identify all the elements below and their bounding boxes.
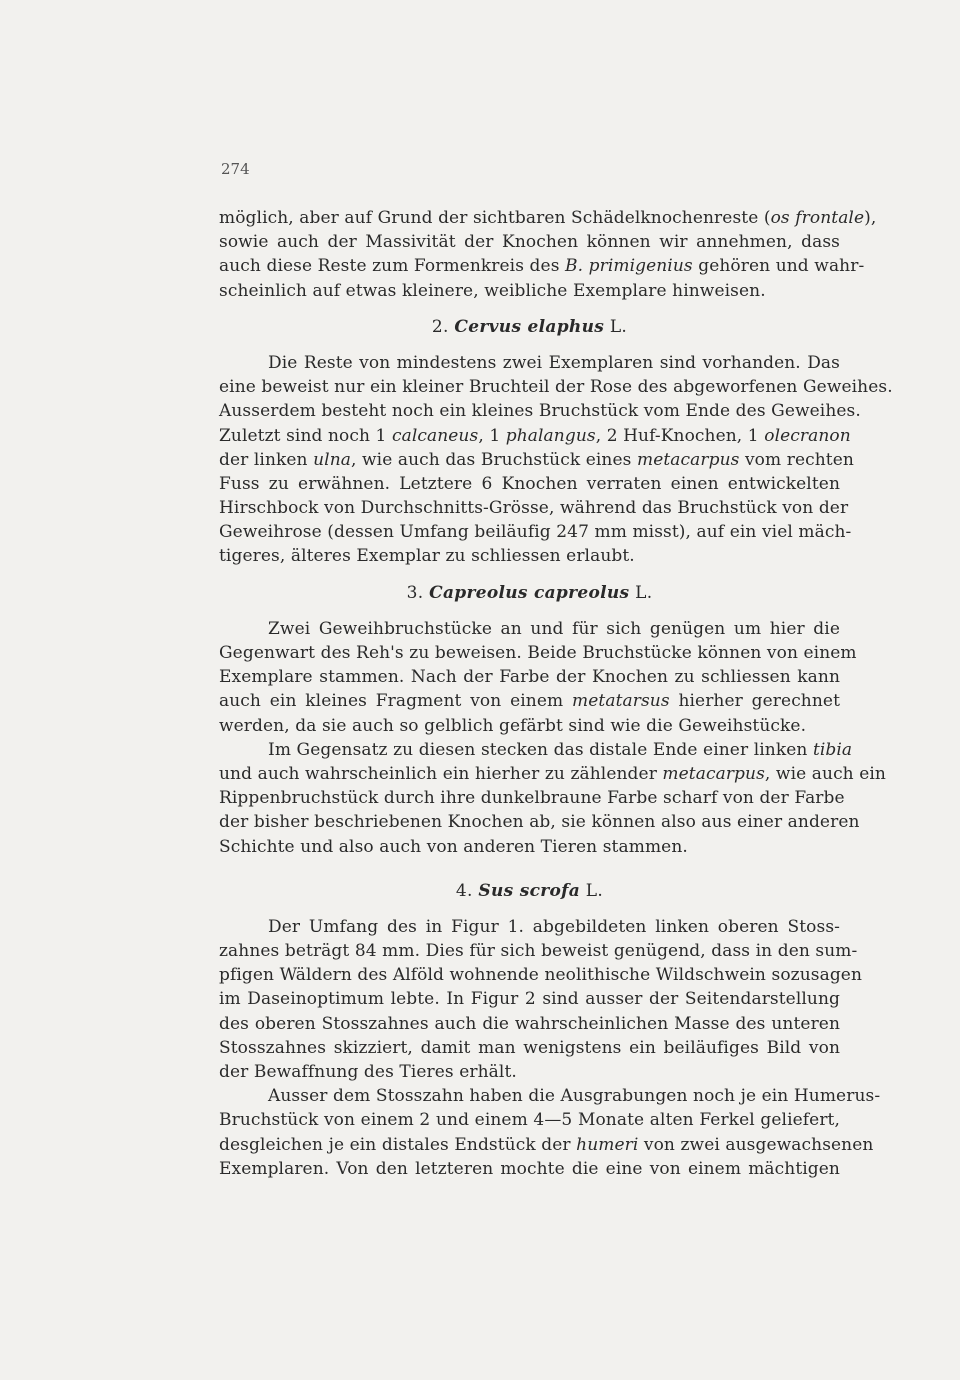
text-line: Der Umfang des in Figur 1. abgebildeten linken oberen Stoss-	[268, 916, 840, 937]
text-line: und auch wahrscheinlich ein hierher zu zählender metacarpus, wie auch ein	[219, 763, 886, 784]
text-line: im Daseinoptimum lebte. In Figur 2 sind ausser der Seitendarstellung	[219, 989, 840, 1010]
text-line: der linken ulna, wie auch das Bruchstück eines metacarpus vom rechten	[219, 449, 854, 470]
text-line: Schichte und also auch von anderen Tieren stammen.	[219, 836, 688, 857]
section-heading-cervus: 2. Cervus elaphus L.	[431, 316, 628, 337]
text-line: Bruchstück von einem 2 und einem 4—5 Monate alten Ferkel geliefert,	[219, 1110, 840, 1131]
page-number: 274	[221, 160, 250, 178]
text-line: auch diese Reste zum Formenkreis des B. primigenius gehören und wahr-	[219, 256, 865, 277]
text-line: zahnes beträgt 84 mm. Dies für sich beweist genügend, dass in den sum-	[219, 941, 858, 962]
text-line: Im Gegensatz zu diesen stecken das distale Ende einer linken tibia	[268, 739, 853, 760]
text-line: Exemplare stammen. Nach der Farbe der Knochen zu schliessen kann	[219, 667, 840, 688]
text-line: Rippenbruchstück durch ihre dunkelbraune Farbe scharf von der Farbe	[219, 788, 845, 809]
text-line: sowie auch der Massivität der Knochen können wir annehmen, dass	[219, 232, 840, 253]
section-heading-capreolus: 3. Capreolus capreolus L.	[406, 582, 653, 603]
text-line: pfigen Wäldern des Alföld wohnende neolithische Wildschwein sozusagen	[219, 965, 863, 986]
text-line: Zwei Geweihbruchstücke an und für sich genügen um hier die	[268, 618, 840, 639]
text-line: der bisher beschriebenen Knochen ab, sie können also aus einer anderen	[219, 812, 860, 833]
text-line: Gegenwart des Reh's zu beweisen. Beide Bruchstücke können von einem	[219, 643, 857, 663]
text-line: Ausser dem Stosszahn haben die Ausgrabungen noch je ein Humerus-	[268, 1086, 881, 1107]
text-line: auch ein kleines Fragment von einem metatarsus hierher gerechnet	[219, 691, 840, 712]
text-line: möglich, aber auf Grund der sichtbaren Schädelknochenreste (os frontale),	[219, 208, 877, 228]
text-line: Die Reste von mindestens zwei Exemplaren sind vorhanden. Das	[268, 352, 840, 373]
text-line: tigeres, älteres Exemplar zu schliessen erlaubt.	[219, 546, 635, 567]
text-line: desgleichen je ein distales Endstück der humeri von zwei ausgewachsenen	[219, 1134, 874, 1155]
text-line: des oberen Stosszahnes auch die wahrscheinlichen Masse des unteren	[219, 1013, 840, 1034]
text-line: eine beweist nur ein kleiner Bruchteil der Rose des abgeworfenen Geweihes.	[219, 377, 893, 398]
text-line: Exemplaren. Von den letzteren mochte die eine von einem mächtigen	[219, 1158, 840, 1179]
text-line: Zuletzt sind noch 1 calcaneus, 1 phalangus, 2 Huf-Knochen, 1 olecranon	[219, 425, 851, 446]
text-line: werden, da sie auch so gelblich gefärbt sind wie die Geweihstücke.	[219, 715, 807, 736]
section-heading-sus: 4. Sus scrofa L.	[455, 880, 604, 901]
body-text	[219, 206, 893, 1181]
text-line: scheinlich auf etwas kleinere, weibliche Exemplare hinweisen.	[219, 280, 766, 301]
text-line: der Bewaffnung des Tieres erhält.	[219, 1062, 517, 1082]
text-line: Hirschbock von Durchschnitts-Grösse, während das Bruchstück von der	[219, 498, 849, 519]
text-line: Ausserdem besteht noch ein kleines Bruchstück vom Ende des Geweihes.	[219, 401, 861, 422]
text-line: Geweihrose (dessen Umfang beiläufig 247 mm misst), auf ein viel mäch-	[219, 522, 852, 543]
text-line: Stosszahnes skizziert, damit man wenigstens ein beiläufiges Bild von	[219, 1037, 840, 1058]
text-line: Fuss zu erwähnen. Letztere 6 Knochen verraten einen entwickelten	[219, 473, 840, 494]
